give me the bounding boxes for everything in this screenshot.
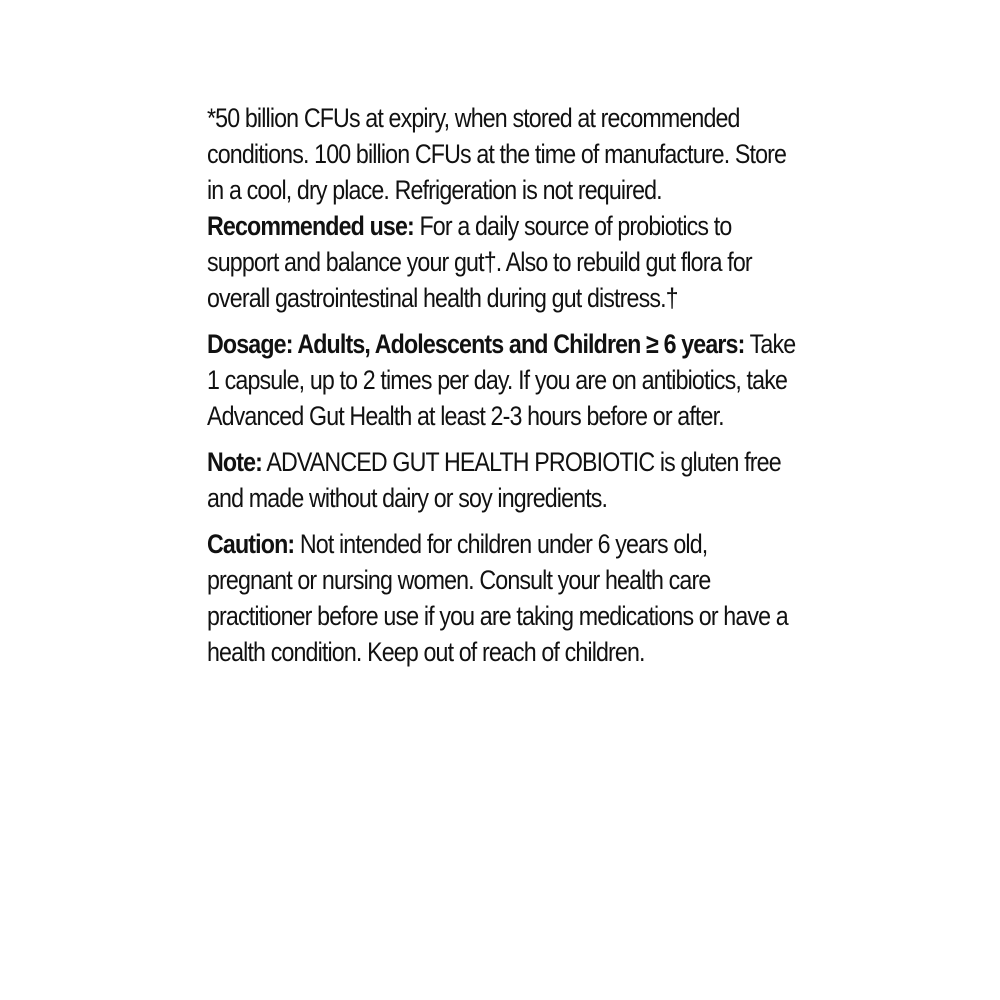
dosage-label: Dosage: Adults, Adolescents and Children ≥ 6 years: bbox=[207, 329, 745, 359]
caution-label: Caution: bbox=[207, 529, 295, 559]
note-text: ADVANCED GUT HEALTH PROBIOTIC is gluten free and made without dairy or soy ingredients. bbox=[207, 447, 781, 513]
dosage-section bbox=[207, 326, 797, 434]
note-label: Note: bbox=[207, 447, 263, 477]
caution-section bbox=[207, 526, 797, 670]
dosage-text: Take 1 capsule, up to 2 times per day. If you are on antibiotics, take Advanced Gut Health at least 2-3 hours before or after. bbox=[207, 329, 796, 431]
caution-text: Not intended for children under 6 years old, pregnant or nursing women. Consult your health care practitioner before use if you are taking medications or have a health condition. Keep out of reach of children. bbox=[207, 529, 788, 667]
recommended-use-label: Recommended use: bbox=[207, 211, 414, 241]
storage-statement bbox=[207, 100, 797, 208]
product-label-text bbox=[207, 100, 797, 680]
storage-text: *50 billion CFUs at expiry, when stored at recommended conditions. 100 billion CFUs at the time of manufacture. Store in a cool, dry place. Refrigeration is not required. bbox=[207, 103, 787, 205]
note-section bbox=[207, 444, 797, 516]
recommended-use-text: For a daily source of probiotics to support and balance your gut†. Also to rebuild gut flora for overall gastrointestinal health during gut distress.† bbox=[207, 211, 752, 313]
recommended-use-section bbox=[207, 208, 797, 316]
